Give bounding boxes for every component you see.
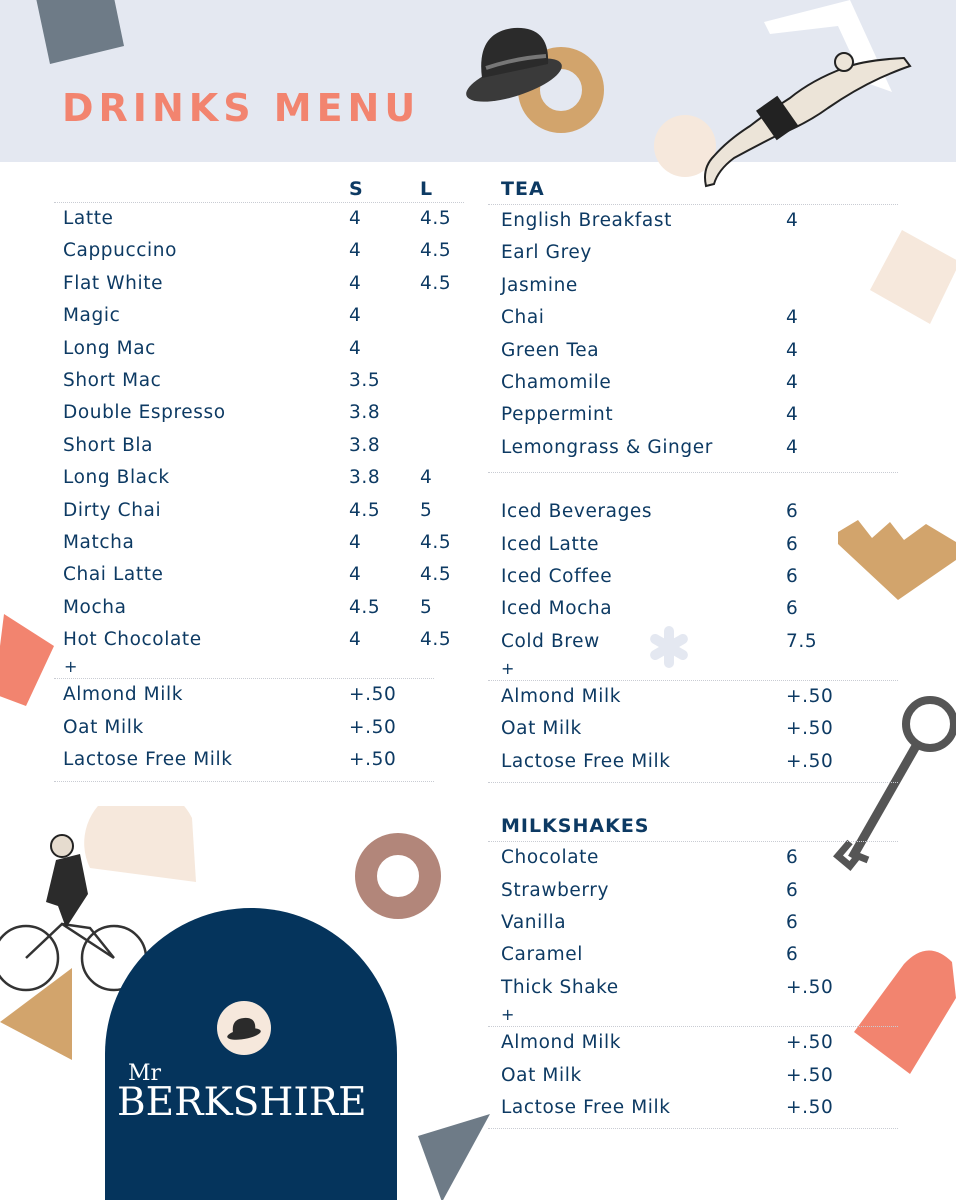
menu-item	[488, 1092, 898, 1124]
item-name: Double Espresso	[63, 402, 226, 424]
size-header-row	[54, 174, 464, 202]
item-name: Lactose Free Milk	[501, 1096, 671, 1118]
milkshake-extras-list	[488, 1027, 898, 1124]
menu-item	[54, 495, 464, 527]
item-price: 6	[786, 565, 799, 587]
tan-triangle-shape	[0, 962, 76, 1062]
plus-text: +	[501, 659, 515, 679]
price-small: 4	[349, 337, 362, 359]
menu-item	[54, 592, 464, 624]
menu-item	[488, 713, 898, 745]
menu-item	[54, 300, 464, 332]
price-large: 4.5	[420, 272, 452, 294]
item-price: +.50	[349, 749, 397, 771]
menu-item	[54, 744, 464, 776]
item-name: Flat White	[63, 272, 164, 294]
menu-item	[488, 367, 898, 399]
logo-badge	[217, 1001, 271, 1055]
item-price: +.50	[349, 684, 397, 706]
milkshake-list	[488, 842, 898, 1004]
item-price: 6	[786, 912, 799, 934]
item-price: 6	[786, 501, 799, 523]
menu-item	[488, 529, 898, 561]
item-name: Oat Milk	[501, 718, 582, 740]
price-small: 4	[349, 564, 362, 586]
item-price: 4	[786, 371, 799, 393]
right-section	[488, 174, 898, 1129]
price-large: 4.5	[420, 531, 452, 553]
item-price: 4	[786, 404, 799, 426]
menu-item	[54, 527, 464, 559]
item-name: Chamomile	[501, 371, 612, 393]
item-price: 6	[786, 533, 799, 555]
page-title: DRINKS MENU	[62, 86, 421, 130]
price-large: 4.5	[420, 629, 452, 651]
item-name: Latte	[63, 208, 114, 229]
menu-item	[488, 335, 898, 367]
price-small: 3.8	[349, 402, 381, 424]
price-small: 4	[349, 240, 362, 262]
menu-item	[54, 397, 464, 429]
plus-text: +	[64, 657, 78, 677]
item-name: Lemongrass & Ginger	[501, 436, 713, 458]
menu-item	[54, 235, 464, 267]
price-large: 4	[420, 467, 433, 489]
menu-item	[54, 365, 464, 397]
item-name: Mocha	[63, 596, 127, 618]
price-large: 4.5	[420, 208, 452, 229]
price-small: 3.8	[349, 434, 381, 456]
coffee-extras-list	[54, 679, 464, 776]
item-price: +.50	[786, 1096, 834, 1118]
item-name: Cold Brew	[501, 630, 600, 652]
menu-item	[488, 302, 898, 334]
spacer	[488, 473, 898, 496]
menu-item	[488, 496, 898, 528]
price-small: 4	[349, 531, 362, 553]
item-name: Almond Milk	[501, 686, 622, 708]
item-price: +.50	[786, 686, 834, 708]
menu-item	[54, 712, 464, 744]
item-name: Iced Beverages	[501, 501, 653, 523]
logo-mr: Mr	[128, 1061, 162, 1086]
price-large: 5	[420, 499, 433, 521]
item-name: Vanilla	[501, 912, 567, 934]
diver-illustration	[694, 40, 916, 192]
item-price: 6	[786, 879, 799, 901]
item-name: Green Tea	[501, 339, 600, 361]
menu-item	[54, 203, 464, 235]
item-price: 6	[786, 598, 799, 620]
menu-item	[488, 593, 898, 625]
bowler-hat-illustration	[462, 18, 566, 106]
mauve-ring-shape	[354, 832, 442, 920]
item-name: Matcha	[63, 531, 135, 553]
price-small: 4	[349, 305, 362, 327]
size-header-small: S	[349, 178, 363, 200]
item-name: Long Mac	[63, 337, 156, 359]
menu-item	[488, 270, 898, 302]
logo-brand: BERKSHIRE	[117, 1080, 367, 1125]
coffee-list	[54, 203, 464, 656]
tea-list	[488, 205, 898, 464]
item-name: Magic	[63, 305, 121, 327]
menu-item	[488, 875, 898, 907]
item-name: Almond Milk	[501, 1032, 622, 1054]
menu-item	[488, 237, 898, 269]
price-small: 4	[349, 272, 362, 294]
milkshakes-heading-text: MILKSHAKES	[501, 815, 650, 838]
item-price: 4	[786, 436, 799, 458]
item-name: Hot Chocolate	[63, 629, 202, 651]
menu-item	[488, 205, 898, 237]
spacer	[488, 783, 898, 811]
item-name: Dirty Chai	[63, 499, 162, 521]
item-name: Oat Milk	[501, 1064, 582, 1086]
divider	[488, 1128, 898, 1129]
item-name: Lactose Free Milk	[63, 749, 233, 771]
menu-item	[488, 842, 898, 874]
item-price: +.50	[786, 750, 834, 772]
plus-sign	[54, 656, 464, 678]
divider	[54, 781, 434, 782]
item-name: Almond Milk	[63, 684, 184, 706]
item-name: Thick Shake	[501, 976, 619, 998]
item-name: Strawberry	[501, 879, 610, 901]
menu-item	[488, 972, 898, 1004]
item-price: 7.5	[786, 630, 818, 652]
grey-square-shape	[28, 0, 128, 72]
iced-list	[488, 496, 898, 658]
grey-triangle-shape	[416, 1112, 492, 1200]
item-name: Short Bla	[63, 434, 154, 456]
price-large: 4.5	[420, 564, 452, 586]
menu-item	[488, 432, 898, 464]
iced-extras-list	[488, 681, 898, 778]
bowler-hat-icon	[217, 1001, 271, 1055]
item-name: Oat Milk	[63, 716, 144, 738]
item-name: Long Black	[63, 467, 170, 489]
item-name: Earl Grey	[501, 242, 592, 264]
item-name: Short Mac	[63, 369, 162, 391]
item-price: +.50	[786, 976, 834, 998]
tea-heading	[488, 174, 898, 204]
price-small: 4	[349, 208, 362, 229]
menu-item	[488, 561, 898, 593]
price-large: 5	[420, 596, 433, 618]
menu-item	[488, 1060, 898, 1092]
item-price: 4	[786, 307, 799, 329]
tea-heading-text: TEA	[501, 178, 545, 200]
menu-item	[488, 1027, 898, 1059]
item-price: 4	[786, 339, 799, 361]
menu-item	[488, 746, 898, 778]
plus-sign	[488, 1004, 898, 1026]
item-price: +.50	[349, 716, 397, 738]
item-name: Iced Latte	[501, 533, 600, 555]
item-name: Iced Coffee	[501, 565, 613, 587]
price-small: 4.5	[349, 596, 381, 618]
price-small: 4	[349, 629, 362, 651]
item-name: Chai	[501, 307, 545, 329]
coral-quad-shape	[0, 614, 58, 708]
size-header-large: L	[420, 178, 433, 200]
price-small: 3.8	[349, 467, 381, 489]
price-large: 4.5	[420, 240, 452, 262]
item-name: Jasmine	[501, 274, 578, 296]
menu-item	[54, 559, 464, 591]
item-name: English Breakfast	[501, 210, 672, 231]
item-name: Cappuccino	[63, 240, 177, 262]
menu-item	[488, 626, 898, 658]
item-name: Caramel	[501, 944, 583, 966]
plus-sign	[488, 658, 898, 680]
item-name: Iced Mocha	[501, 598, 613, 620]
menu-item	[488, 907, 898, 939]
price-small: 3.5	[349, 369, 381, 391]
menu-item	[488, 399, 898, 431]
price-small: 4.5	[349, 499, 381, 521]
item-name: Peppermint	[501, 404, 614, 426]
menu-item	[54, 268, 464, 300]
item-price: +.50	[786, 1064, 834, 1086]
item-name: Chocolate	[501, 847, 599, 869]
menu-item	[54, 333, 464, 365]
plus-text: +	[501, 1005, 515, 1025]
coffee-section	[54, 174, 464, 782]
item-name: Chai Latte	[63, 564, 164, 586]
item-price: +.50	[786, 718, 834, 740]
milkshakes-heading	[488, 811, 898, 841]
menu-item	[488, 681, 898, 713]
menu-item	[54, 462, 464, 494]
menu-item	[54, 430, 464, 462]
menu-item	[488, 939, 898, 971]
item-price: 6	[786, 847, 799, 869]
item-price: +.50	[786, 1032, 834, 1054]
menu-item	[54, 679, 464, 711]
menu-item	[54, 624, 464, 656]
item-name: Lactose Free Milk	[501, 750, 671, 772]
item-price: 4	[786, 210, 799, 231]
item-price: 6	[786, 944, 799, 966]
